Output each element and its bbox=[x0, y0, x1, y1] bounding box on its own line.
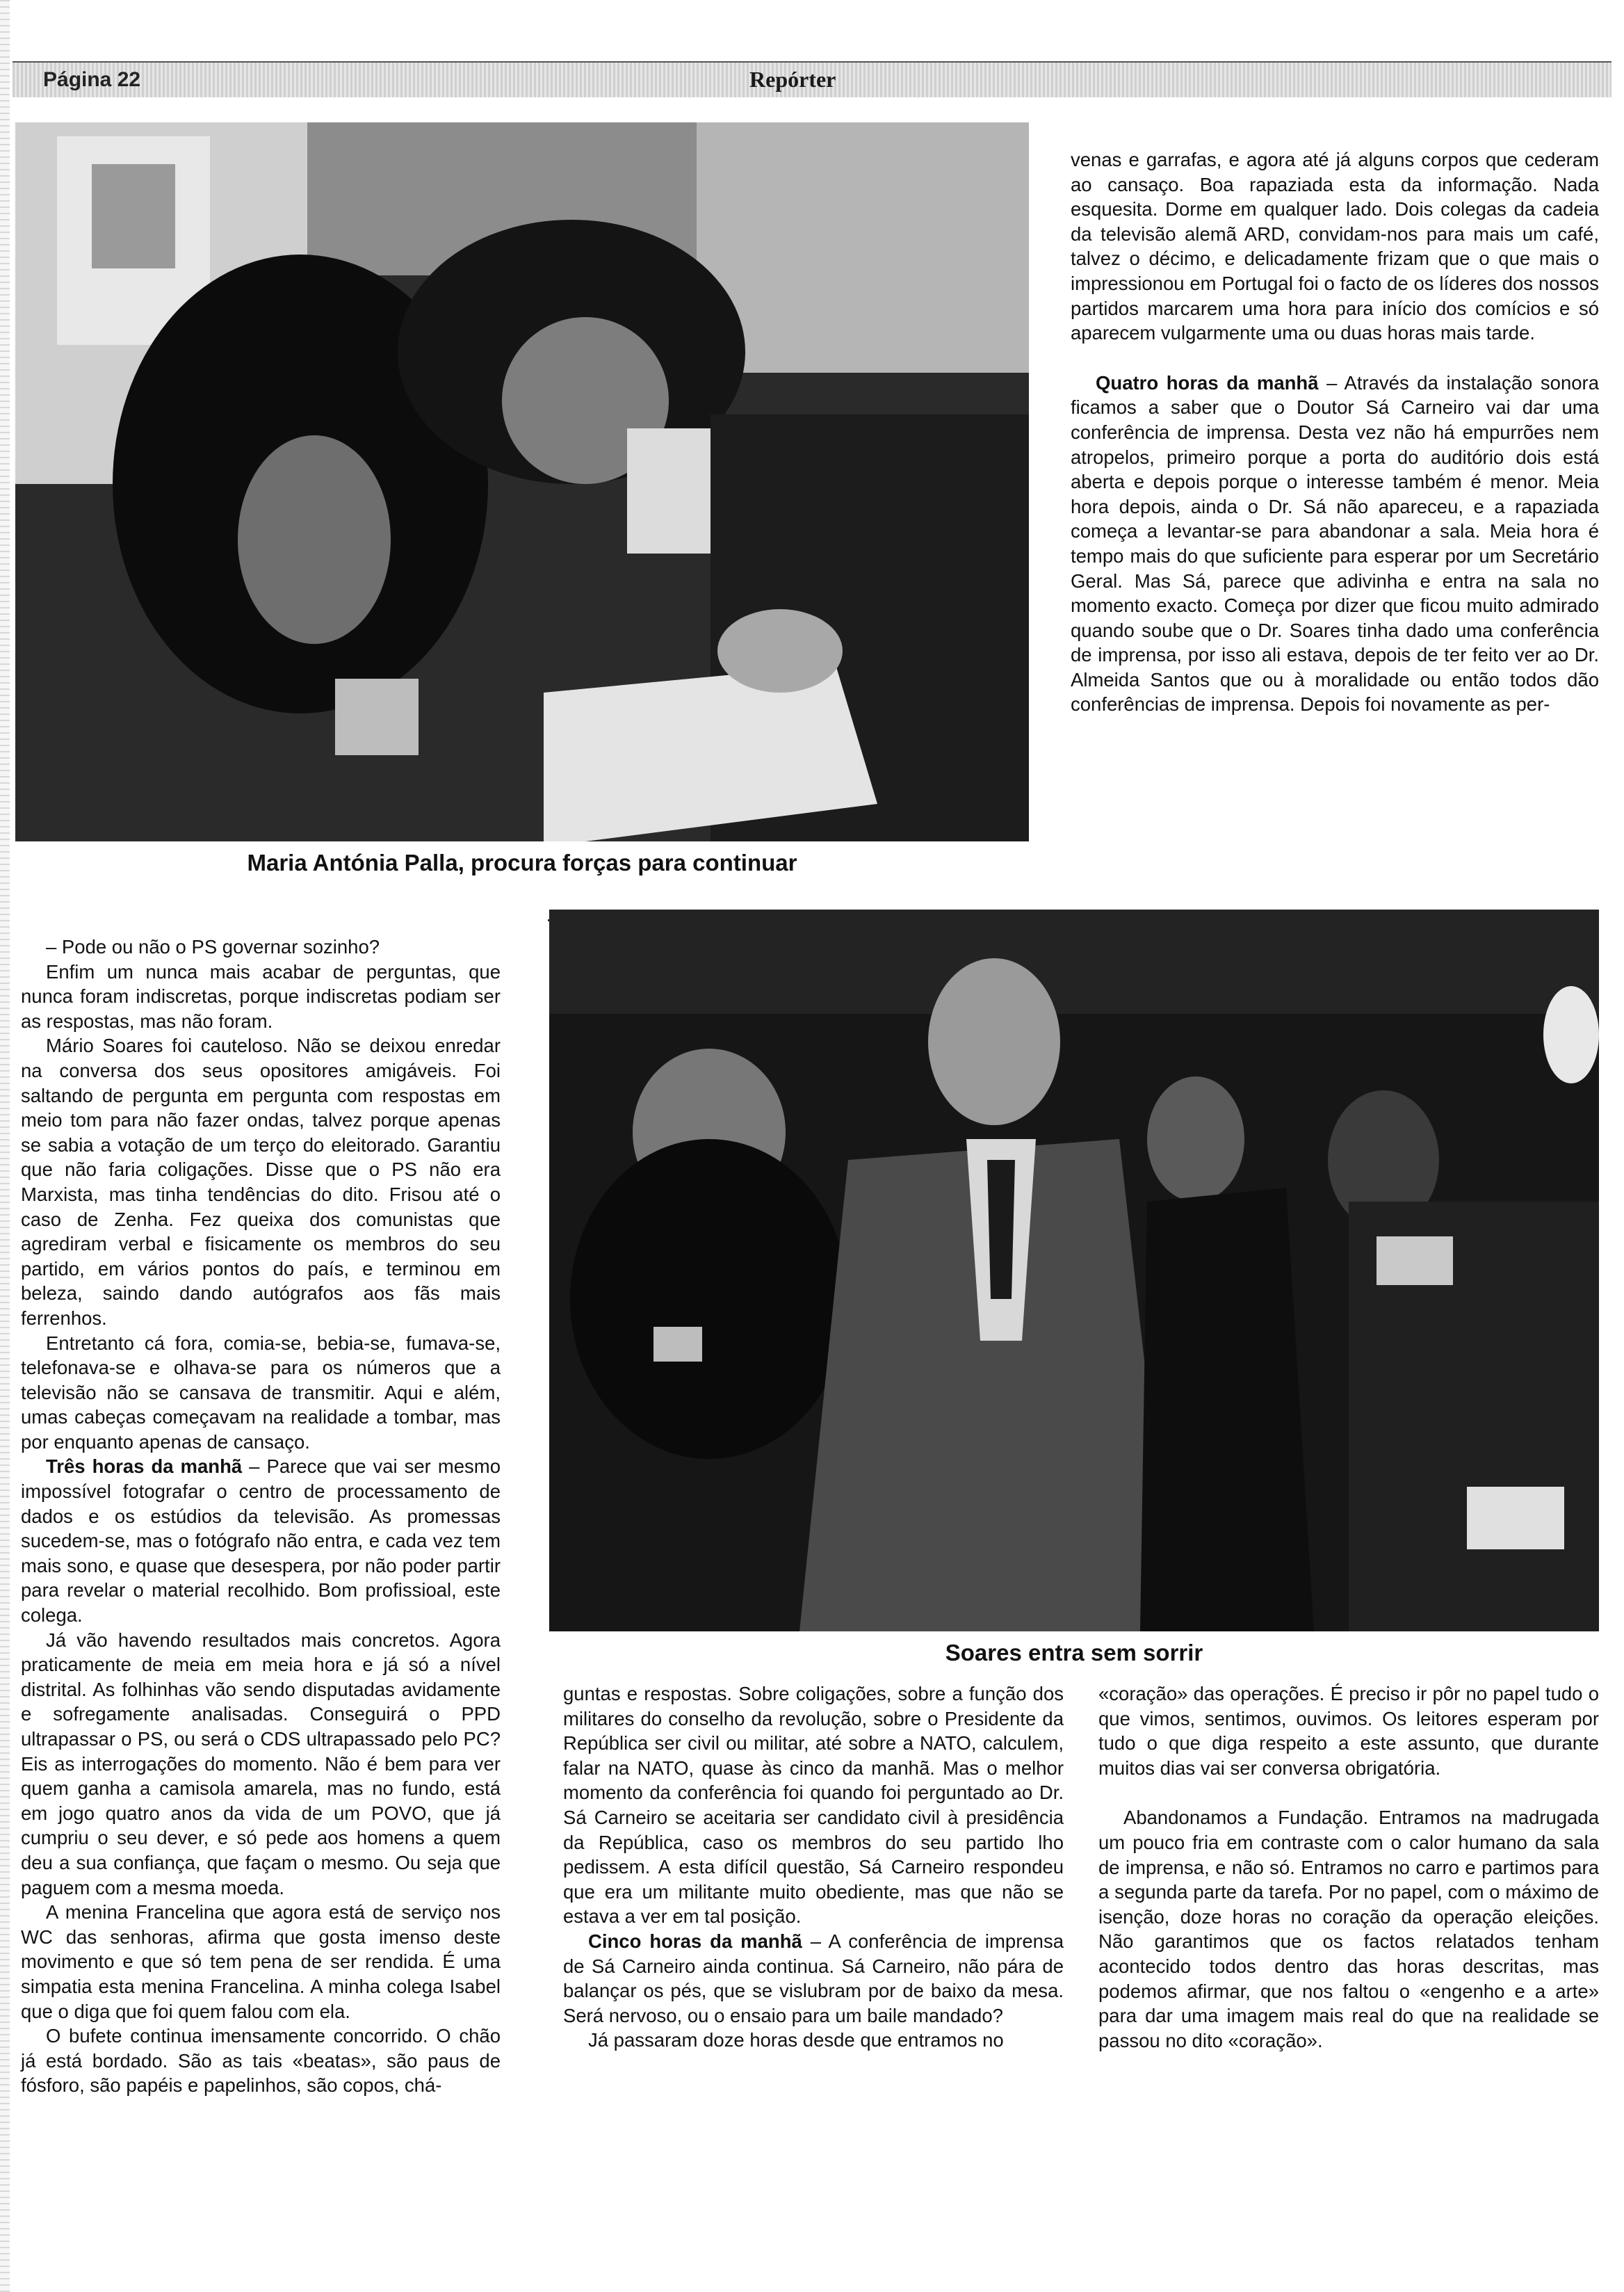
paragraph bbox=[21, 1454, 501, 1627]
scan-edge bbox=[0, 0, 10, 2292]
paragraph bbox=[563, 1681, 1064, 1929]
photo-soares-entering bbox=[549, 910, 1599, 1631]
article-column-bottom-middle bbox=[563, 1681, 1064, 2053]
paragraph-text: «coração» das operações. É preciso ir pôr no papel tudo o que vimos, sentimos, ouvimos. Os leitores esperam por tudo o que diga respeito a este assunto, que durante muitos dias vai ser conversa obrigatória. bbox=[1098, 1683, 1599, 1779]
paragraph bbox=[21, 1900, 501, 2024]
section-lead: Cinco horas da manhã bbox=[588, 1930, 802, 1952]
paragraph-text: – Pode ou não o PS governar sozinho? bbox=[46, 936, 380, 958]
paragraph bbox=[21, 1628, 501, 1900]
paragraph-text: – A conferência de imprensa de Sá Carneiro ainda continua. Sá Carneiro, não pára de balançar os pés, que se vislubram por de baixo da mesa. Será nervoso, ou o ensaio para um baile mandado? bbox=[563, 1930, 1064, 2026]
paragraph-text: Enfim um nunca mais acabar de perguntas, que nunca foram indiscretas, porque indiscretas podiam ser as respostas, mas não foram. bbox=[21, 960, 501, 1032]
paragraph bbox=[1071, 371, 1599, 717]
paragraph bbox=[1098, 1681, 1599, 1780]
page-number: Página 22 bbox=[43, 68, 141, 91]
article-column-top-right bbox=[1071, 147, 1599, 717]
paragraph-text: Já vão havendo resultados mais concretos. Agora praticamente de meia em meia hora e já só a nível distrital. As folhinhas vão sendo disputadas avidamente e sofregamente analisadas. Conseguirá o PPD ultrapassar o PS, ou será o CDS ultrapassado pelo PC? Eis as interrogações do momento. Não é bem para ver quem ganha a camisola amarela, mas no fundo, está em jogo quatro anos da vida de um POVO, que já cumpriu o seu dever, e só pede aos homens a quem deu a sua confiança, que façam o mesmo. Ou seja que paguem com a mesma moeda. bbox=[21, 1629, 501, 1898]
paragraph-text: O bufete continua imensamente concorrido. O chão já está bordado. São as tais «beatas», são paus de fósforo, são papéis e papelinhos, são copos, chá- bbox=[21, 2025, 501, 2097]
paragraph bbox=[21, 1331, 501, 1455]
paragraph bbox=[21, 2024, 501, 2098]
section-lead: Três horas da manhã bbox=[46, 1455, 243, 1478]
paragraph-text: Já passaram doze horas desde que entramos no bbox=[588, 2029, 1004, 2051]
photo-caption-middle: Soares entra sem sorrir bbox=[945, 1640, 1203, 1665]
photo-caption-top: Maria Antónia Palla, procura forças para continuar bbox=[247, 850, 797, 875]
paragraph bbox=[563, 2028, 1064, 2053]
paragraph bbox=[21, 960, 501, 1034]
paragraph-text: – Através da instalação sonora ficamos a saber que o Doutor Sá Carneiro vai dar uma conferência de imprensa. Desta vez não há empurrões nem atropelos, primeiro porque a porta do auditório dois está aberta e depois porque o interesse também é menor. Meia hora depois, ainda o Dr. Sá não apareceu, e a rapaziada começa a levantar-se para abandonar a sala. Meia hora é tempo mais do que suficiente para esperar por um Secretário Geral. Mas Sá, parece que adivinha e entra na sala no momento exacto. Começa por dizer que ficou muito admirado quando soube que o Dr. Soares tinha dado uma conferência de imprensa, por isso ali estava, depois de ter feito ver ao Dr. Almeida Santos que ou à moralidade ou então todos dão conferências de imprensa. Depois foi novamente as per- bbox=[1071, 371, 1599, 716]
paragraph-text: Abandonamos a Fundação. Entramos na madrugada um pouco fria em contraste com o calor humano da sala de imprensa, e não só. Entramos no carro e partimos para a segunda parte da tarefa. Por no papel, com o máximo de isenção, doze horas no coração da operação eleições. Não garantimos que os factos relatados tenham acontecido todos dentro das horas descritas, mas podemos afirmar, que nos faltou o «engenho e a arte» para dar uma imagem mais real do que na realidade se passou no dito «coração». bbox=[1098, 1807, 1599, 2051]
photo-press-room-image bbox=[15, 122, 1029, 841]
section-lead: Quatro horas da manhã bbox=[1096, 371, 1319, 394]
photo-soares-entering-image bbox=[549, 910, 1599, 1631]
page-header bbox=[13, 61, 1611, 97]
paragraph bbox=[1098, 1805, 1599, 2053]
article-column-left bbox=[21, 935, 501, 2098]
paragraph-text: Mário Soares foi cauteloso. Não se deixou enredar na conversa dos seus opositores amigáveis. Foi saltando de pergunta em pergunta com respostas em meio tom para não fazer ondas, talvez porque apenas se sabia a votação de um terço do eleitorado. Garantiu que não faria coligações. Disse que o PS não era Marxista, mas tinha tendências do dito. Frisou até o caso de Zenha. Fez queixa dos comunistas que agrediram verbal e fisicamente os membros do seu partido, em vários pontos do país, e terminou em beleza, saindo dando autógrafos aos fãs mais ferrenhos. bbox=[21, 1035, 501, 1329]
paragraph bbox=[21, 935, 501, 960]
paragraph-text: A menina Francelina que agora está de serviço nos WC das senhoras, afirma que gosta imenso deste movimento e que só tem pena de ser rendida. É uma simpatia esta menina Francelina. A minha colega Isabel que o diga que foi quem falou com ela. bbox=[21, 1901, 501, 2022]
paragraph-text: venas e garrafas, e agora até já alguns corpos que cederam ao cansaço. Boa rapaziada esta da informação. Nada esquesita. Dorme em qualquer lado. Dois colegas da cadeia da televisão alemã ARD, convidam-nos para mais um café, talvez o décimo, e delicadamente frizam que o que mais o impressionou em Portugal foi o facto de os líderes dos nossos partidos marcarem uma hora para início dos comícios e só aparecem vulgarmente uma ou duas horas mais tarde. bbox=[1071, 149, 1599, 344]
publication-name: Repórter bbox=[749, 67, 836, 92]
photo-press-room bbox=[15, 122, 1029, 841]
paragraph bbox=[1071, 147, 1599, 346]
paragraph bbox=[21, 1033, 501, 1330]
paragraph-text: guntas e respostas. Sobre coligações, sobre a função dos militares do conselho da revolução, sobre o Presidente da República ser civil ou militar, até sobre a NATO, calculem, falar na NATO, quase às cinco da manhã. Mas o melhor momento da conferência foi quando foi perguntado ao Dr. Sá Carneiro se aceitaria ser candidato civil à presidência da República, caso os membros do seu partido lho pedissem. A esta difícil questão, Sá Carneiro respondeu que era um militante muito obediente, mas que não se estava a ver em tal posição. bbox=[563, 1683, 1064, 1928]
paragraph bbox=[563, 1929, 1064, 2028]
article-column-bottom-right bbox=[1098, 1681, 1599, 2053]
paragraph-text: Entretanto cá fora, comia-se, bebia-se, fumava-se, telefonava-se e olhava-se para os números que a televisão não se cansava de transmitir. Aqui e além, umas cabeças começavam na realidade a tombar, mas por enquanto apenas de cansaço. bbox=[21, 1332, 501, 1453]
paragraph-text: – Parece que vai ser mesmo impossível fotografar o centro de processamento de dados e os estúdios da televisão. As promessas sucedem-se, mas o fotógrafo não entra, e cada vez tem mais sono, e quase que desespera, por não poder partir para revelar o material recolhido. Bom profissioal, este colega. bbox=[21, 1455, 501, 1627]
